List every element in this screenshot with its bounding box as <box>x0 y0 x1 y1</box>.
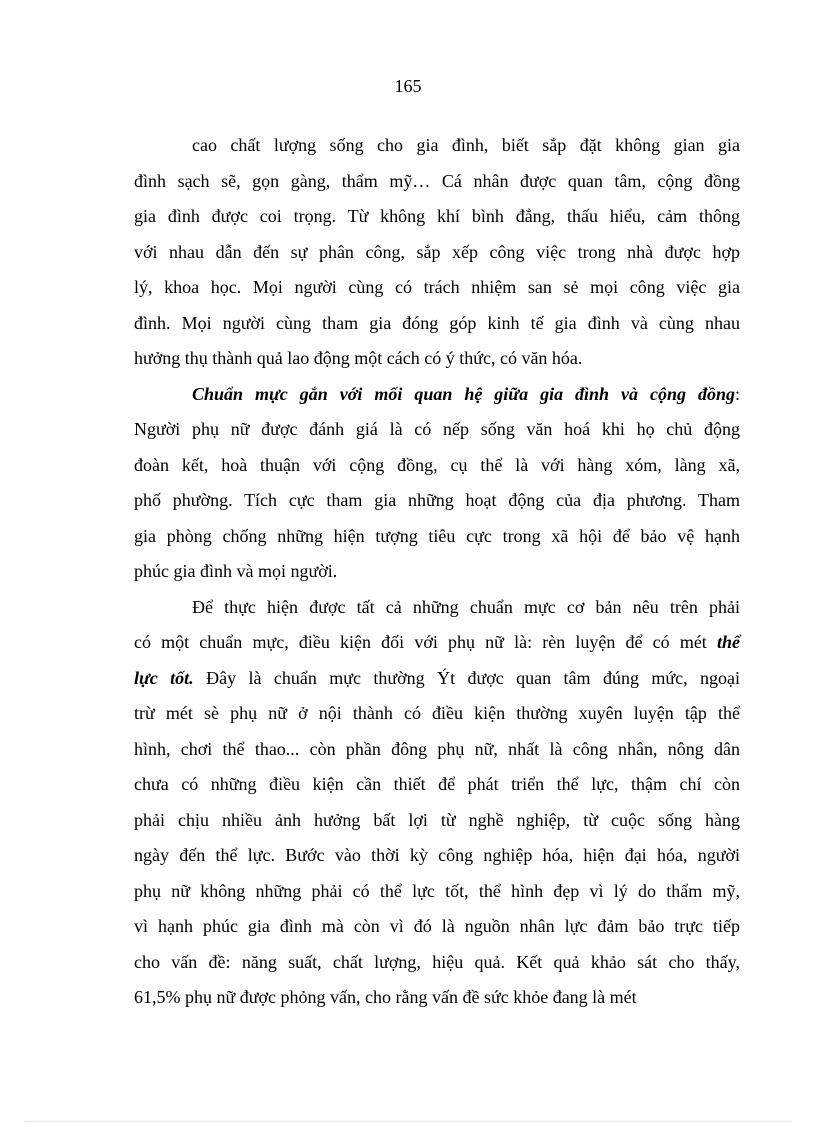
text-line: đoàn kết, hoà thuận với cộng đồng, cụ thể là với hàng xóm, làng xã, <box>134 454 740 475</box>
text-line: phố phường. Tích cực tham gia những hoạt động của địa phương. Tham <box>134 490 740 510</box>
section-heading-line <box>134 377 740 413</box>
text-line: Người phụ nữ được đánh giá là có nếp sống văn hoá khi họ chủ động <box>134 419 740 439</box>
text-line: vì hạnh phúc gia đình mà còn vì đó là nguồn nhân lực đảm bảo trực tiếp <box>134 916 740 936</box>
text-line: phúc gia đình và mọi người. <box>134 561 338 581</box>
text-line: hình, chơi thể thao... còn phần đông phụ nữ, nhất là công nhân, nông dân <box>134 738 740 759</box>
heading-colon: : <box>734 383 740 404</box>
text-line: phải chịu nhiều ảnh hưởng bất lợi từ nghề nghiệp, từ cuộc sống hàng <box>134 809 740 830</box>
page-bottom-border <box>24 1121 792 1122</box>
text-line: phụ nữ không những phải có thể lực tốt, thể hình đẹp vì lý do thẩm mỹ, <box>134 880 740 901</box>
text-line: trừ mét sè phụ nữ ở nội thành có điều kiện thường xuyên luyện tập thể <box>134 703 740 723</box>
text-line: với nhau dẫn đến sự phân công, sắp xếp công việc trong nhà được hợp <box>134 241 740 262</box>
text-line: đình. Mọi người cùng tham gia đóng góp kinh tế gia đình và cùng nhau <box>134 312 740 333</box>
text-line: ngày đến thể lực. Bước vào thời kỳ công nghiệp hóa, hiện đại hóa, người <box>134 845 740 865</box>
body-text <box>134 128 740 1016</box>
text-line: cao chất lượng sống cho gia đình, biết sắp đặt không gian gia <box>192 135 740 155</box>
text-segment: có một chuẩn mực, điều kiện đối với phụ nữ là: rèn luyện để có mét <box>134 632 707 652</box>
text-segment: Đây là chuẩn mực thường Ýt được quan tâm đúng mức, ngoại <box>193 667 740 688</box>
text-line: hưởng thụ thành quả lao động một cách có ý thức, có văn hóa. <box>134 348 583 368</box>
text-line: cho vấn đề: năng suất, chất lượng, hiệu quả. Kết quả khảo sát cho thấy, <box>134 951 740 972</box>
text-line: gia đình được coi trọng. Từ không khí bình đẳng, thấu hiểu, cảm thông <box>134 206 740 226</box>
text-line: 61,5% phụ nữ được phỏng vấn, cho rằng vấn đề sức khỏe đang là mét <box>134 987 637 1007</box>
text-line: gia phòng chống những hiện tượng tiêu cực trong xã hội để bảo vệ hạnh <box>134 525 740 546</box>
text-line-mixed <box>134 661 740 697</box>
text-line: lý, khoa học. Mọi người cùng có trách nhiệm san sẻ mọi công việc gia <box>134 277 740 297</box>
text-line: chưa có những điều kiện cần thiết để phát triển thể lực, thậm chí còn <box>134 774 740 794</box>
text-line: đình sạch sẽ, gọn gàng, thẩm mỹ… Cá nhân được quan tâm, cộng đồng <box>134 170 740 191</box>
section-heading: Chuẩn mực gắn với mối quan hệ giữa gia đình và cộng đồng <box>192 383 735 404</box>
text-line-mixed <box>134 625 740 661</box>
text-line: Để thực hiện được tất cả những chuẩn mực cơ bản nêu trên phải <box>192 596 740 617</box>
emphasis-text: lực tốt. <box>134 667 194 688</box>
emphasis-text: thể <box>716 632 740 652</box>
page-number: 165 <box>394 76 422 96</box>
